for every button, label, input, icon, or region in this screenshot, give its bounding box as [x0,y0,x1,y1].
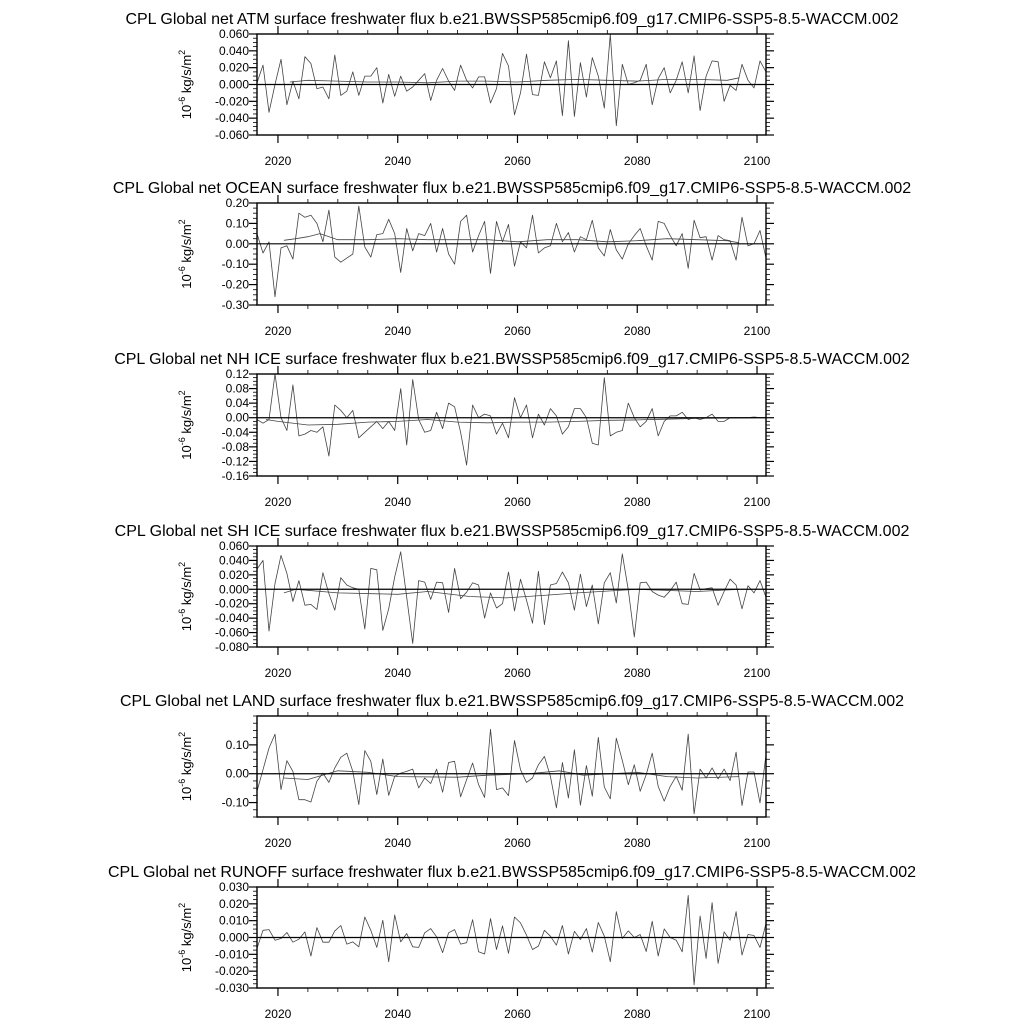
y-axis-label [177,219,194,288]
panel-title: CPL Global net OCEAN surface freshwater flux b.e21.BWSSP585cmip6.f09_g17.CMIP6-SSP5-8.5-WACCM.002 [112,180,912,197]
plot-area [257,895,766,985]
y-label-unit: kg/s/m [179,736,194,779]
panel-3 [114,351,910,509]
y-tick-label: 0.20 [225,196,249,210]
x-tick-label: 2060 [504,154,531,168]
x-tick-label: 2100 [743,1007,771,1021]
y-tick-label: 0.08 [225,381,249,396]
y-tick-label: -0.040 [214,611,249,626]
y-tick-label: -0.030 [214,981,249,995]
y-tick-label: 0.040 [218,43,249,58]
y-tick-label: 0.060 [218,539,249,553]
x-tick-label: 2060 [504,324,531,338]
plot-area [257,374,766,465]
panel-title: CPL Global net SH ICE surface freshwater flux b.e21.BWSSP585cmip6.f09_g17.CMIP6-SSP5-8.5-WACCM.002 [114,523,910,540]
panel-1 [125,11,898,168]
y-tick-label: 0.04 [225,396,249,411]
y-tick-label: 0.10 [225,216,249,231]
series-line-running-mean [284,234,739,243]
y-tick-label: 0.010 [218,913,249,928]
y-label-unit: kg/s/m [179,907,194,950]
series-line-running-mean [284,771,739,780]
series-line-annual [257,374,766,465]
y-tick-label: 0.10 [225,737,249,752]
x-tick-label: 2020 [264,154,292,168]
y-label-base: 10 [179,616,194,632]
y-tick-label: -0.020 [214,596,249,611]
y-tick-label: -0.12 [221,454,249,469]
y-tick-label: 0.00 [225,766,249,781]
y-label-unit-exponent: 2 [177,219,187,225]
x-tick-label: 2020 [264,836,292,850]
y-tick-label: -0.020 [214,964,249,979]
panel-title: CPL Global net RUNOFF surface freshwater flux b.e21.BWSSP585cmip6.f09_g17.CMIP6-SSP5-8.5-WACCM.002 [107,864,917,881]
y-label-exponent: -6 [177,778,187,787]
y-label-base: 10 [179,274,194,289]
y-tick-label: 0.060 [218,27,249,41]
series-line-annual [257,34,766,126]
y-label-base: 10 [179,957,194,973]
y-tick-label: -0.16 [221,469,249,483]
x-tick-label: 2020 [264,324,292,338]
x-tick-label: 2040 [384,495,412,509]
y-tick-label: 0.000 [218,77,249,92]
y-label-unit: kg/s/m [179,395,194,438]
x-tick-label: 2080 [623,666,651,680]
x-tick-label: 2060 [504,836,531,850]
plot-area [257,729,766,814]
y-tick-label: 0.020 [218,60,249,75]
x-tick-label: 2060 [504,666,531,680]
x-tick-label: 2040 [384,1007,412,1021]
y-tick-label: -0.08 [221,439,249,454]
y-tick-label: -0.080 [214,640,249,654]
y-label-base: 10 [179,786,194,802]
y-label-unit-exponent: 2 [177,49,187,55]
series-line-annual [257,729,766,814]
y-label-unit: kg/s/m [179,54,194,97]
series-line-annual [257,895,766,984]
y-axis-label [177,903,194,972]
y-axis-label [177,732,194,801]
x-tick-label: 2020 [264,1007,292,1021]
y-label-exponent: -6 [177,608,187,617]
y-tick-label: -0.30 [221,298,249,312]
series-line-running-mean [290,78,739,83]
y-tick-label: -0.020 [214,94,249,109]
y-label-unit-exponent: 2 [177,902,187,908]
y-tick-label: -0.010 [214,947,249,962]
x-tick-label: 2080 [623,1007,651,1021]
y-tick-label: -0.040 [214,111,249,126]
panel-4 [115,523,910,680]
plot-area [257,552,766,644]
y-tick-label: 0.000 [218,582,249,597]
panel-title: CPL Global net LAND surface freshwater flux b.e21.BWSSP585cmip6.f09_g17.CMIP6-SSP5-8.5-WACCM.002 [119,693,905,710]
y-tick-label: 0.020 [218,896,249,911]
y-tick-label: -0.060 [214,625,249,640]
panel-5 [120,693,904,850]
plot-area [257,206,766,297]
y-label-unit-exponent: 2 [177,731,187,737]
x-tick-label: 2080 [623,154,651,168]
y-label-unit: kg/s/m [179,566,194,609]
y-tick-label: 0.00 [225,236,249,251]
y-axis-label [177,50,194,119]
x-tick-label: 2020 [264,666,292,680]
series-line-annual [257,206,766,297]
panel-2 [113,180,911,338]
x-tick-label: 2040 [384,154,412,168]
panel-title: CPL Global net NH ICE surface freshwater flux b.e21.BWSSP585cmip6.f09_g17.CMIP6-SSP5-8.5-WACCM.002 [114,351,910,368]
x-tick-label: 2080 [623,495,651,509]
y-label-exponent: -6 [177,96,187,105]
y-label-base: 10 [179,104,194,120]
y-label-base: 10 [179,445,194,460]
y-tick-label: 0.12 [225,367,249,381]
y-label-unit-exponent: 2 [177,561,187,567]
x-tick-label: 2040 [384,324,412,338]
x-tick-label: 2100 [743,666,771,680]
y-tick-label: -0.04 [221,425,249,440]
y-tick-label: 0.020 [218,567,249,582]
x-tick-label: 2100 [743,154,771,168]
panel-title: CPL Global net ATM surface freshwater flux b.e21.BWSSP585cmip6.f09_g17.CMIP6-SSP5-8.5-WACCM.002 [125,11,899,28]
y-label-exponent: -6 [177,437,187,446]
y-axis-label [177,390,194,459]
y-tick-label: 0.000 [218,930,249,945]
x-tick-label: 2060 [504,495,531,509]
x-tick-label: 2060 [504,1007,531,1021]
plot-area [257,34,766,126]
y-axis-label [177,562,194,631]
panel-6 [108,864,916,1021]
y-label-exponent: -6 [177,266,187,275]
y-tick-label: 0.030 [218,880,249,894]
y-tick-label: -0.10 [221,795,249,810]
y-tick-label: -0.10 [221,257,249,272]
y-tick-label: 0.040 [218,553,249,568]
x-tick-label: 2040 [384,666,412,680]
x-tick-label: 2020 [264,495,292,509]
x-tick-label: 2040 [384,836,412,850]
x-tick-label: 2080 [623,836,651,850]
y-tick-label: 0.00 [225,410,249,425]
x-tick-label: 2100 [743,324,771,338]
y-label-exponent: -6 [177,949,187,958]
y-label-unit: kg/s/m [179,224,194,267]
plot-frame [257,374,766,476]
x-tick-label: 2100 [743,836,771,850]
x-tick-label: 2080 [623,324,651,338]
x-tick-label: 2100 [743,495,771,509]
y-tick-label: -0.20 [221,277,249,292]
y-tick-label: -0.060 [214,128,249,142]
y-label-unit-exponent: 2 [177,390,187,396]
